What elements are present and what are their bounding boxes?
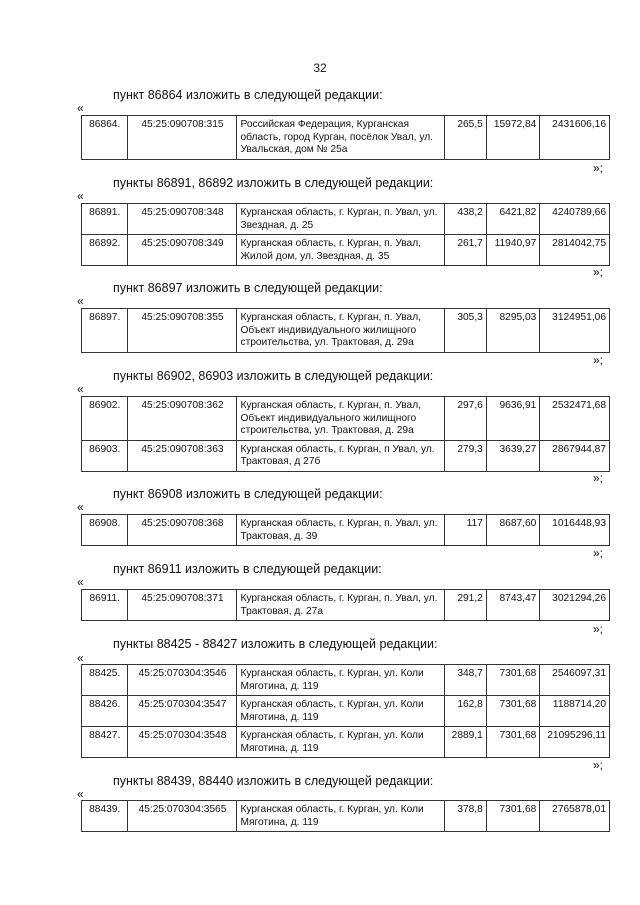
address-cell: Российская Федерация, Курганская область, город Курган, посёлок Увал, ул. Увальская, дом № 25а bbox=[237, 116, 445, 160]
closing-quote: »; bbox=[593, 622, 604, 636]
address-cell: Курганская область, г. Курган, п. Увал, ул. Трактовая, д. 39 bbox=[237, 515, 445, 546]
value-cell: 2532471,68 bbox=[540, 397, 610, 441]
address-cell: Курганская область, г. Курган, п Увал, ул. Трактовая, д 27б bbox=[237, 440, 445, 471]
cadastral-number: 45:25:090708:371 bbox=[128, 590, 237, 621]
opening-quote: « bbox=[77, 382, 84, 396]
area-cell: 261,7 bbox=[445, 235, 486, 266]
section-heading: пункт 86911 изложить в следующей редакции: bbox=[113, 562, 382, 576]
section-heading: пункт 86897 изложить в следующей редакции: bbox=[113, 281, 383, 295]
record-number: 88439. bbox=[82, 801, 128, 832]
table-row bbox=[82, 204, 610, 235]
value-cell: 3021294,26 bbox=[540, 590, 610, 621]
opening-quote: « bbox=[77, 500, 84, 514]
records-table bbox=[81, 115, 610, 160]
record-number: 86902. bbox=[82, 397, 128, 441]
rate-cell: 7301,68 bbox=[486, 696, 540, 727]
rate-cell: 7301,68 bbox=[486, 801, 540, 832]
table-row bbox=[82, 309, 610, 353]
record-number: 86897. bbox=[82, 309, 128, 353]
area-cell: 305,3 bbox=[445, 309, 486, 353]
opening-quote: « bbox=[77, 651, 84, 665]
table-row bbox=[82, 440, 610, 471]
table-row bbox=[82, 235, 610, 266]
value-cell: 2546097,31 bbox=[540, 665, 610, 696]
area-cell: 117 bbox=[445, 515, 486, 546]
cadastral-number: 45:25:070304:3565 bbox=[128, 801, 237, 832]
opening-quote: « bbox=[77, 787, 84, 801]
area-cell: 348,7 bbox=[445, 665, 486, 696]
area-cell: 438,2 bbox=[445, 204, 486, 235]
records-table bbox=[81, 308, 610, 353]
value-cell: 3124951,06 bbox=[540, 309, 610, 353]
records-table bbox=[81, 800, 610, 832]
section-heading: пункты 88439, 88440 изложить в следующей редакции: bbox=[113, 774, 434, 788]
records-table bbox=[81, 664, 610, 758]
closing-quote: »; bbox=[593, 471, 604, 485]
table-row bbox=[82, 515, 610, 546]
address-cell: Курганская область, г. Курган, п. Увал, ул. Звездная, д. 25 bbox=[237, 204, 445, 235]
rate-cell: 7301,68 bbox=[486, 727, 540, 758]
address-cell: Курганская область, г. Курган, ул. Коли Мяготина, д. 119 bbox=[237, 696, 445, 727]
value-cell: 2765878,01 bbox=[540, 801, 610, 832]
record-number: 86892. bbox=[82, 235, 128, 266]
closing-quote: »; bbox=[593, 161, 604, 175]
value-cell: 2431606,16 bbox=[540, 116, 610, 160]
address-cell: Курганская область, г. Курган, п. Увал, Жилой дом, ул. Звездная, д. 35 bbox=[237, 235, 445, 266]
records-table bbox=[81, 514, 610, 546]
opening-quote: « bbox=[77, 101, 84, 115]
rate-cell: 11940,97 bbox=[486, 235, 540, 266]
record-number: 86908. bbox=[82, 515, 128, 546]
value-cell: 2867944,87 bbox=[540, 440, 610, 471]
table-row bbox=[82, 727, 610, 758]
table-row bbox=[82, 397, 610, 441]
area-cell: 162,8 bbox=[445, 696, 486, 727]
cadastral-number: 45:25:090708:355 bbox=[128, 309, 237, 353]
section-heading: пункты 86891, 86892 изложить в следующей редакции: bbox=[113, 176, 434, 190]
rate-cell: 15972,84 bbox=[486, 116, 540, 160]
record-number: 86891. bbox=[82, 204, 128, 235]
rate-cell: 9636,91 bbox=[486, 397, 540, 441]
value-cell: 2814042,75 bbox=[540, 235, 610, 266]
value-cell: 4240789,66 bbox=[540, 204, 610, 235]
value-cell: 1016448,93 bbox=[540, 515, 610, 546]
table-row bbox=[82, 696, 610, 727]
rate-cell: 8295,03 bbox=[486, 309, 540, 353]
opening-quote: « bbox=[77, 294, 84, 308]
rate-cell: 3639,27 bbox=[486, 440, 540, 471]
address-cell: Курганская область, г. Курган, п. Увал, Объект индивидуального жилищного строительства, ул. Трактовая, д. 29а bbox=[237, 309, 445, 353]
cadastral-number: 45:25:090708:363 bbox=[128, 440, 237, 471]
value-cell: 1188714,20 bbox=[540, 696, 610, 727]
records-table bbox=[81, 203, 610, 266]
area-cell: 265,5 bbox=[445, 116, 486, 160]
area-cell: 291,2 bbox=[445, 590, 486, 621]
address-cell: Курганская область, г. Курган, ул. Коли Мяготина, д. 119 bbox=[237, 801, 445, 832]
closing-quote: »; bbox=[593, 546, 604, 560]
closing-quote: »; bbox=[593, 265, 604, 279]
closing-quote: »; bbox=[593, 353, 604, 367]
cadastral-number: 45:25:090708:349 bbox=[128, 235, 237, 266]
cadastral-number: 45:25:090708:348 bbox=[128, 204, 237, 235]
record-number: 86903. bbox=[82, 440, 128, 471]
page-number: 32 bbox=[313, 61, 327, 75]
address-cell: Курганская область, г. Курган, п. Увал, ул. Трактовая, д. 27а bbox=[237, 590, 445, 621]
address-cell: Курганская область, г. Курган, п. Увал, Объект индивидуального жилищного строительства, ул. Трактовая, д. 29а bbox=[237, 397, 445, 441]
section-heading: пункт 86864 изложить в следующей редакции: bbox=[113, 88, 383, 102]
records-table bbox=[81, 589, 610, 621]
value-cell: 21095296,11 bbox=[540, 727, 610, 758]
address-cell: Курганская область, г. Курган, ул. Коли Мяготина, д. 119 bbox=[237, 727, 445, 758]
cadastral-number: 45:25:070304:3547 bbox=[128, 696, 237, 727]
rate-cell: 6421,82 bbox=[486, 204, 540, 235]
section-heading: пункты 86902, 86903 изложить в следующей редакции: bbox=[113, 369, 434, 383]
area-cell: 2889,1 bbox=[445, 727, 486, 758]
table-row bbox=[82, 801, 610, 832]
opening-quote: « bbox=[77, 575, 84, 589]
section-heading: пункты 88425 - 88427 изложить в следующей редакции: bbox=[113, 637, 438, 651]
table-row bbox=[82, 590, 610, 621]
area-cell: 297,6 bbox=[445, 397, 486, 441]
address-cell: Курганская область, г. Курган, ул. Коли Мяготина, д. 119 bbox=[237, 665, 445, 696]
opening-quote: « bbox=[77, 189, 84, 203]
rate-cell: 7301,68 bbox=[486, 665, 540, 696]
table-row bbox=[82, 116, 610, 160]
area-cell: 279,3 bbox=[445, 440, 486, 471]
record-number: 86864. bbox=[82, 116, 128, 160]
cadastral-number: 45:25:090708:362 bbox=[128, 397, 237, 441]
record-number: 88427. bbox=[82, 727, 128, 758]
record-number: 88426. bbox=[82, 696, 128, 727]
cadastral-number: 45:25:090708:368 bbox=[128, 515, 237, 546]
cadastral-number: 45:25:070304:3548 bbox=[128, 727, 237, 758]
rate-cell: 8687,60 bbox=[486, 515, 540, 546]
closing-quote: »; bbox=[593, 758, 604, 772]
section-heading: пункт 86908 изложить в следующей редакции: bbox=[113, 487, 383, 501]
record-number: 88425. bbox=[82, 665, 128, 696]
table-row bbox=[82, 665, 610, 696]
area-cell: 378,8 bbox=[445, 801, 486, 832]
record-number: 86911. bbox=[82, 590, 128, 621]
records-table bbox=[81, 396, 610, 472]
rate-cell: 8743,47 bbox=[486, 590, 540, 621]
cadastral-number: 45:25:070304:3546 bbox=[128, 665, 237, 696]
cadastral-number: 45:25:090708:315 bbox=[128, 116, 237, 160]
